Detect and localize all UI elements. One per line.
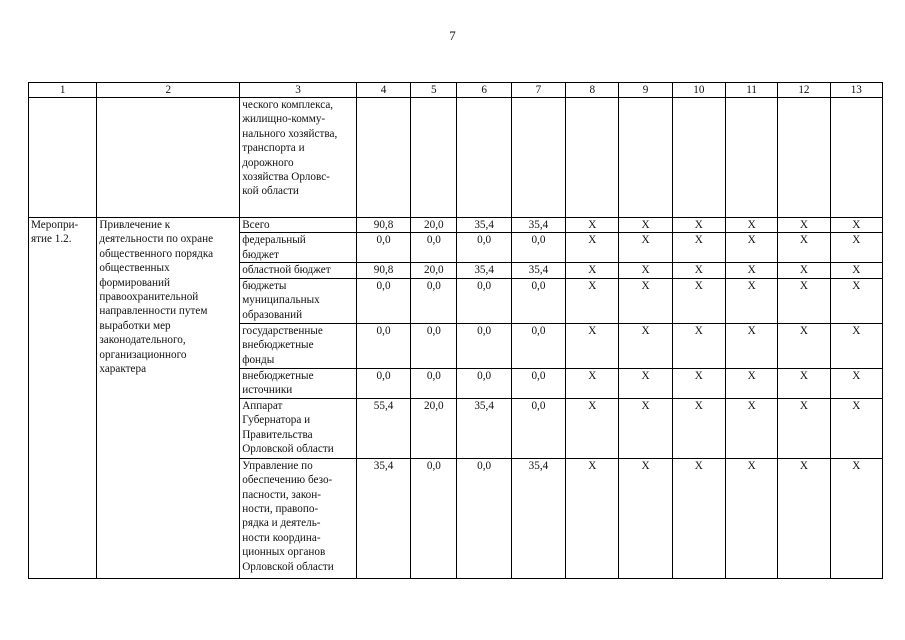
text-line: направленности путем [99,305,208,318]
column-number-row [29,83,883,98]
empty-cell [356,98,410,218]
amount-cell: 0,0 [511,368,565,398]
amount-cell: 35,4 [457,218,511,233]
col-header: 5 [411,83,457,98]
text-line: внебюджетные [242,339,314,352]
x-mark-cell: X [725,398,777,458]
empty-cell [457,98,511,218]
x-mark-cell: X [778,278,830,323]
amount-cell: 0,0 [457,323,511,368]
x-mark-cell: X [619,323,672,368]
x-mark-cell: X [830,323,882,368]
amount-cell: 0,0 [511,233,565,263]
empty-cell [725,98,777,218]
amount-cell: 0,0 [411,278,457,323]
x-mark-cell: X [566,263,619,278]
amount-cell: 35,4 [511,458,565,578]
col-header: 11 [725,83,777,98]
x-mark-cell: X [725,323,777,368]
text-line: Аппарат [242,399,283,412]
text-line: транспорта и [242,142,305,155]
text-line: муниципальных [242,294,320,307]
x-mark-cell: X [619,218,672,233]
funding-source [240,368,357,398]
amount-cell: 0,0 [511,323,565,368]
amount-cell: 0,0 [511,398,565,458]
text-line: ности координа- [242,531,321,544]
amount-cell: 0,0 [356,233,410,263]
amount-cell: 90,8 [356,263,410,278]
text-line: Меропри- [31,219,79,231]
x-mark-cell: X [778,323,830,368]
x-mark-cell: X [672,323,725,368]
text-line: бюджет [242,248,279,261]
text-line: ческого комплекса, [242,99,334,111]
x-mark-cell: X [566,323,619,368]
x-mark-cell: X [778,398,830,458]
funding-source [240,458,357,578]
empty-cell [830,98,882,218]
x-mark-cell: X [830,278,882,323]
x-mark-cell: X [725,278,777,323]
text-line: деятельности по охране [99,233,214,246]
x-mark-cell: X [566,398,619,458]
amount-cell: 0,0 [511,278,565,323]
text-line: ционных органов [242,546,326,559]
x-mark-cell: X [672,278,725,323]
amount-cell: 0,0 [356,323,410,368]
text-line: хозяйства Орловс- [242,171,330,184]
funding-source [240,323,357,368]
x-mark-cell: X [619,278,672,323]
text-line: общественных [99,262,170,275]
amount-cell: 0,0 [411,233,457,263]
amount-cell: 20,0 [411,218,457,233]
empty-cell [672,98,725,218]
x-mark-cell: X [672,368,725,398]
funding-source [240,218,357,233]
x-mark-cell: X [619,398,672,458]
col-header: 4 [356,83,410,98]
text-line: жилищно-комму- [242,113,326,126]
text-line: Орловской области [242,443,334,456]
x-mark-cell: X [830,458,882,578]
x-mark-cell: X [778,218,830,233]
x-mark-cell: X [725,263,777,278]
text-line: Привлечение к [99,219,171,231]
empty-cell [411,98,457,218]
event-number [29,218,97,579]
amount-cell: 35,4 [511,263,565,278]
x-mark-cell: X [778,368,830,398]
x-mark-cell: X [619,368,672,398]
x-mark-cell: X [566,458,619,578]
col-header: 3 [240,83,357,98]
col-header: 12 [778,83,830,98]
x-mark-cell: X [725,218,777,233]
funding-source [240,398,357,458]
x-mark-cell: X [619,233,672,263]
x-mark-cell: X [566,233,619,263]
amount-cell: 0,0 [411,458,457,578]
x-mark-cell: X [778,263,830,278]
amount-cell: 0,0 [356,278,410,323]
text-line: ятие 1.2. [31,233,72,246]
empty-cell [97,98,240,218]
x-mark-cell: X [566,368,619,398]
text-line: пасности, закон- [242,488,321,501]
x-mark-cell: X [830,398,882,458]
text-line: государственные [242,324,323,337]
col-header: 13 [830,83,882,98]
amount-cell: 0,0 [457,233,511,263]
amount-cell: 0,0 [411,323,457,368]
amount-cell: 55,4 [356,398,410,458]
amount-cell: 0,0 [457,458,511,578]
x-mark-cell: X [778,233,830,263]
event-description [97,218,240,579]
text-line: Правительства [242,428,313,441]
x-mark-cell: X [672,218,725,233]
x-mark-cell: X [830,263,882,278]
text-line: Губернатора и [242,414,311,427]
x-mark-cell: X [830,218,882,233]
funding-source [240,278,357,323]
text-line: правоохранительной [99,291,199,304]
text-line: федеральный [242,234,306,247]
funding-source [240,263,357,278]
x-mark-cell: X [725,368,777,398]
text-line: кой области [242,185,299,198]
text-line: рядка и деятель- [242,517,321,530]
page-number: 7 [449,28,456,43]
text-line: источники [242,384,293,397]
empty-cell [566,98,619,218]
x-mark-cell: X [672,458,725,578]
text-line: нального хозяйства, [242,127,338,140]
text-line: Орловской области [242,560,334,573]
funding-source [240,233,357,263]
text-line: бюджеты [242,279,287,292]
amount-cell: 35,4 [457,398,511,458]
amount-cell: 0,0 [411,368,457,398]
col-header: 9 [619,83,672,98]
x-mark-cell: X [566,278,619,323]
col-header: 10 [672,83,725,98]
budget-table [28,82,883,579]
text-line: выработки мер [99,319,171,332]
x-mark-cell: X [619,458,672,578]
text-line: дорожного [242,156,294,169]
amount-cell: 0,0 [356,368,410,398]
amount-cell: 0,0 [457,368,511,398]
amount-cell: 35,4 [511,218,565,233]
text-line: ности, правопо- [242,503,319,516]
empty-cell [511,98,565,218]
text-line: законодательного, [99,334,186,347]
col-header: 7 [511,83,565,98]
amount-cell: 0,0 [457,278,511,323]
x-mark-cell: X [830,368,882,398]
text-line: Управление по [242,459,313,472]
text-line: внебюджетные [242,369,314,382]
text-line: образований [242,308,303,321]
x-mark-cell: X [566,218,619,233]
amount-cell: 35,4 [457,263,511,278]
text-line: организационного [99,348,187,361]
x-mark-cell: X [778,458,830,578]
x-mark-cell: X [725,458,777,578]
text-line: Всего [242,219,270,231]
amount-cell: 20,0 [411,263,457,278]
continuation-text [240,98,357,218]
empty-cell [29,98,97,218]
x-mark-cell: X [830,233,882,263]
funding-row [29,218,883,233]
x-mark-cell: X [672,233,725,263]
amount-cell: 20,0 [411,398,457,458]
continuation-row [29,98,883,218]
text-line: формирований [99,276,170,289]
x-mark-cell: X [725,233,777,263]
col-header: 6 [457,83,511,98]
x-mark-cell: X [619,263,672,278]
x-mark-cell: X [672,398,725,458]
text-line: областной бюджет [242,264,331,277]
text-line: общественного порядка [99,247,214,260]
col-header: 2 [97,83,240,98]
col-header: 1 [29,83,97,98]
empty-cell [619,98,672,218]
text-line: обеспечению безо- [242,474,333,487]
amount-cell: 90,8 [356,218,410,233]
amount-cell: 35,4 [356,458,410,578]
text-line: фонды [242,353,275,366]
text-line: характера [99,363,147,376]
x-mark-cell: X [672,263,725,278]
empty-cell [778,98,830,218]
col-header: 8 [566,83,619,98]
